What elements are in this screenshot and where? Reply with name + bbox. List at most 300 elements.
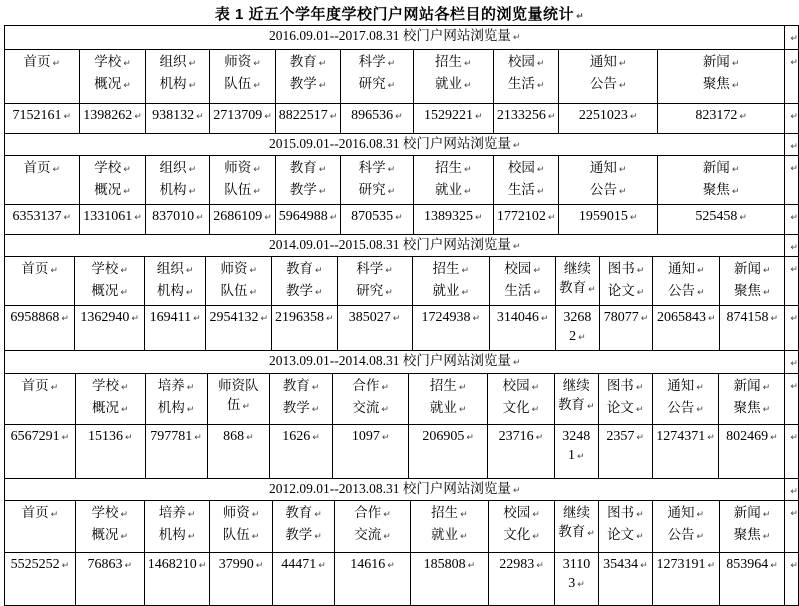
value-line: 2 ↵ (569, 329, 586, 344)
paragraph-mark: ↵ (587, 529, 595, 539)
row-end-mark (785, 479, 799, 501)
header-line: 通知 ↵ (667, 261, 705, 276)
value-line: 1 ↵ (567, 448, 585, 463)
table-caption (0, 0, 799, 25)
header-line: 就业 ↵ (432, 283, 470, 298)
header-line: 继续 (563, 505, 591, 520)
paragraph-mark: ↵ (618, 187, 627, 197)
paragraph-mark: ↵ (636, 433, 644, 443)
header-line: 队伍 ↵ (224, 182, 261, 197)
column-header (272, 257, 338, 306)
paragraph-mark: ↵ (186, 383, 195, 393)
paragraph-mark: ↵ (535, 433, 544, 443)
header-line: 首页 ↵ (21, 505, 59, 520)
value-cell: 1959015 ↵ (559, 205, 657, 235)
value-cell: 7152161 ↵ (5, 104, 80, 134)
row-end-mark (785, 257, 799, 306)
paragraph-mark: ↵ (242, 402, 250, 412)
value-cell: 385027 ↵ (337, 306, 412, 351)
paragraph-mark: ↵ (458, 383, 467, 393)
paragraph-mark: ↵ (770, 433, 778, 443)
table-row (5, 501, 799, 553)
column-header (5, 156, 80, 205)
paragraph-mark: ↵ (318, 187, 327, 197)
paragraph-mark: ↵ (52, 165, 61, 175)
value-cell: 938132 ↵ (146, 104, 210, 134)
paragraph-mark: ↵ (186, 405, 195, 415)
header-line: 教育 ↵ (557, 397, 595, 412)
column-header (657, 50, 785, 104)
value-cell (555, 553, 599, 606)
value-cell: 837010 ↵ (146, 205, 210, 235)
header-line: 招生 ↵ (432, 261, 470, 276)
value-cell: 6958868 ↵ (5, 306, 75, 351)
value-cell: 15136 ↵ (75, 425, 145, 479)
header-line: 科学 ↵ (358, 160, 396, 175)
value-cell: 6567291 ↵ (5, 425, 76, 479)
column-header (144, 501, 210, 553)
paragraph-mark: ↵ (463, 59, 472, 69)
paragraph-mark: ↵ (131, 314, 139, 324)
value-cell: 206905 ↵ (409, 425, 488, 479)
header-line: 首页 ↵ (21, 261, 58, 276)
paragraph-mark: ↵ (253, 187, 261, 197)
header-line: 队伍 ↵ (220, 283, 257, 298)
paragraph-mark: ↵ (696, 288, 705, 298)
header-line: 新闻 ↵ (733, 378, 771, 393)
period-table-4 (4, 478, 799, 606)
paragraph-mark: ↵ (318, 165, 327, 175)
row-end-mark (785, 374, 799, 425)
row-end-mark (785, 50, 799, 104)
table-row (5, 425, 799, 479)
header-line: 校园 ↵ (502, 378, 540, 393)
header-line: 首页 ↵ (23, 160, 61, 175)
header-line: 校园 ↵ (507, 160, 545, 175)
header-line: 学校 ↵ (91, 505, 129, 520)
paragraph-mark: ↵ (61, 433, 70, 443)
column-header (412, 257, 490, 306)
value-cell: 2954132 ↵ (206, 306, 272, 351)
paragraph-mark: ↵ (124, 433, 133, 443)
header-line: 首页 ↵ (21, 378, 59, 393)
paragraph-mark: ↵ (790, 164, 798, 174)
column-header (5, 374, 76, 425)
paragraph-mark: ↵ (461, 266, 470, 276)
header-line: 公告 ↵ (667, 527, 705, 542)
column-header (720, 257, 785, 306)
row-end-mark (785, 351, 799, 374)
paragraph-mark: ↵ (253, 59, 261, 69)
table-row (5, 205, 799, 235)
header-line: 新闻 ↵ (702, 160, 740, 175)
header-line: 就业 ↵ (431, 527, 468, 542)
header-line: 教学 ↵ (286, 283, 323, 298)
row-end-mark (785, 501, 799, 553)
header-line: 论文 ↵ (606, 400, 644, 415)
value-cell: 2686109 ↵ (210, 205, 276, 235)
period-table-3 (4, 350, 799, 479)
header-line: 教育 ↵ (559, 280, 596, 295)
header-line: 公告 ↵ (589, 182, 627, 197)
table-row (5, 374, 799, 425)
value-cell: 1274371 ↵ (652, 425, 719, 479)
paragraph-mark: ↵ (696, 532, 705, 542)
header-line: 组织 ↵ (159, 54, 197, 69)
column-header (270, 374, 333, 425)
paragraph-mark: ↵ (318, 81, 327, 91)
paragraph-mark: ↵ (123, 81, 131, 91)
paragraph-mark: ↵ (731, 187, 740, 197)
paragraph-mark: ↵ (512, 486, 521, 496)
paragraph-mark: ↵ (314, 532, 322, 542)
paragraph-mark: ↵ (770, 314, 779, 324)
value-line: 3110 (562, 557, 591, 572)
paragraph-mark: ↵ (790, 382, 798, 392)
header-line: 生活 ↵ (504, 283, 541, 298)
paragraph-mark: ↵ (467, 561, 476, 571)
value-cell: 14616 ↵ (335, 553, 411, 606)
paragraph-mark: ↵ (314, 510, 322, 520)
paragraph-mark: ↵ (196, 112, 204, 122)
paragraph-mark: ↵ (533, 266, 541, 276)
paragraph-mark: ↵ (381, 433, 390, 443)
paragraph-mark: ↵ (311, 383, 320, 393)
paragraph-mark: ↵ (460, 510, 468, 520)
paragraph-mark: ↵ (790, 142, 798, 152)
value-cell: 1097 ↵ (332, 425, 408, 479)
paragraph-mark: ↵ (636, 266, 645, 276)
header-line: 招生 ↵ (434, 160, 472, 175)
paragraph-mark: ↵ (52, 59, 61, 69)
paragraph-mark: ↵ (790, 433, 798, 443)
period-header: 2013.09.01--2014.08.31 校门户网站浏览量 ↵ (5, 351, 785, 374)
header-line: 教学 ↵ (289, 76, 327, 91)
header-line: 新闻 ↵ (733, 505, 771, 520)
paragraph-mark: ↵ (696, 383, 704, 393)
header-line: 交流 ↵ (354, 527, 391, 542)
period-header: 2016.09.01--2017.08.31 校门户网站浏览量 ↵ (5, 26, 785, 50)
header-line: 学校 ↵ (94, 160, 131, 175)
column-header (210, 156, 276, 205)
header-line: 师资 ↵ (224, 54, 261, 69)
paragraph-mark: ↵ (134, 112, 142, 122)
value-cell (554, 425, 598, 479)
header-line: 队伍 ↵ (222, 527, 260, 542)
paragraph-mark: ↵ (532, 532, 540, 542)
header-line: 就业 ↵ (429, 400, 467, 415)
table-row (5, 257, 799, 306)
paragraph-mark: ↵ (251, 532, 260, 542)
column-header (206, 257, 272, 306)
header-line: 继续 (562, 378, 590, 393)
paragraph-mark: ↵ (249, 266, 257, 276)
paragraph-mark: ↵ (383, 510, 391, 520)
paragraph-mark: ↵ (61, 314, 69, 324)
value-cell: 2133256 ↵ (493, 104, 559, 134)
paragraph-mark: ↵ (188, 59, 197, 69)
paragraph-mark: ↵ (123, 165, 131, 175)
header-line: 图书 ↵ (607, 261, 645, 276)
header-line: 组织 ↵ (156, 261, 194, 276)
paragraph-mark: ↵ (264, 112, 272, 122)
header-line: 伍 ↵ (226, 397, 250, 412)
header-line: 就业 ↵ (434, 76, 472, 91)
header-line: 生活 ↵ (507, 76, 545, 91)
paragraph-mark: ↵ (790, 243, 798, 253)
table-caption-text: 表 1 近五个学年度学校门户网站各栏目的浏览量统计 (214, 6, 575, 23)
header-line: 就业 ↵ (434, 182, 472, 197)
paragraph-mark: ↵ (731, 81, 740, 91)
header-line: 公告 ↵ (589, 76, 627, 91)
paragraph-mark: ↵ (387, 561, 395, 571)
column-header (146, 50, 210, 104)
value-cell: 37990 ↵ (210, 553, 272, 606)
paragraph-mark: ↵ (790, 487, 798, 497)
header-line: 教学 ↵ (289, 182, 327, 197)
paragraph-mark: ↵ (618, 81, 627, 91)
paragraph-mark: ↵ (134, 213, 142, 223)
column-header (210, 50, 276, 104)
header-line: 新闻 ↵ (702, 54, 740, 69)
paragraph-mark: ↵ (588, 285, 596, 295)
paragraph-mark: ↵ (762, 266, 771, 276)
value-cell: 2357 ↵ (598, 425, 652, 479)
header-line: 新闻 ↵ (733, 261, 771, 276)
paragraph-mark: ↵ (120, 288, 128, 298)
paragraph-mark: ↵ (185, 288, 194, 298)
period-table-0 (4, 25, 799, 134)
paragraph-mark: ↵ (193, 314, 201, 324)
value-line: 3 ↵ (568, 576, 585, 591)
paragraph-mark: ↵ (392, 314, 401, 324)
value-cell: 2196358 ↵ (272, 306, 338, 351)
column-header (559, 50, 657, 104)
header-line: 公告 ↵ (667, 283, 705, 298)
paragraph-mark: ↵ (387, 165, 396, 175)
column-header (79, 50, 146, 104)
paragraph-mark: ↵ (790, 213, 798, 223)
paragraph-mark: ↵ (512, 33, 521, 43)
paragraph-mark: ↵ (187, 510, 196, 520)
header-line: 公告 ↵ (667, 400, 704, 415)
column-header (207, 374, 270, 425)
table-row (5, 235, 799, 257)
paragraph-mark: ↵ (120, 510, 129, 520)
column-header (275, 156, 341, 205)
paragraph-mark: ↵ (762, 288, 771, 298)
header-line: 文化 ↵ (502, 400, 540, 415)
header-line: 交流 ↵ (352, 400, 389, 415)
header-line: 聚焦 ↵ (733, 527, 771, 542)
paragraph-mark: ↵ (123, 59, 131, 69)
paragraph-mark: ↵ (194, 433, 202, 443)
table-row (5, 104, 799, 134)
paragraph-mark: ↵ (739, 213, 747, 223)
row-end-mark (785, 26, 799, 50)
value-cell: 874158 ↵ (720, 306, 785, 351)
paragraph-mark: ↵ (255, 561, 264, 571)
header-line: 师资 ↵ (220, 261, 257, 276)
paragraph-mark: ↵ (770, 561, 778, 571)
header-line: 研究 ↵ (358, 182, 396, 197)
paragraph-mark: ↵ (311, 405, 320, 415)
column-header (75, 257, 145, 306)
header-line: 机构 ↵ (159, 76, 197, 91)
value-cell: 35434 ↵ (598, 553, 652, 606)
table-row (5, 306, 799, 351)
table-row (5, 351, 799, 374)
column-header (657, 156, 785, 205)
paragraph-mark: ↵ (387, 81, 396, 91)
header-line: 概况 ↵ (94, 182, 131, 197)
value-cell: 44471 ↵ (272, 553, 334, 606)
header-line: 招生 ↵ (429, 378, 467, 393)
header-line: 师资 ↵ (222, 505, 260, 520)
header-line: 招生 ↵ (434, 54, 472, 69)
value-cell: 1626 ↵ (270, 425, 333, 479)
paragraph-mark: ↵ (463, 165, 472, 175)
column-header (79, 156, 146, 205)
paragraph-mark: ↵ (188, 165, 197, 175)
value-cell: 5964988 ↵ (275, 205, 341, 235)
header-line: 概况 ↵ (91, 283, 128, 298)
value-cell: 314046 ↵ (490, 306, 556, 351)
header-line: 校园 ↵ (504, 261, 541, 276)
paragraph-mark: ↵ (318, 561, 326, 571)
value-cell (556, 306, 600, 351)
column-header (5, 257, 75, 306)
value-cell: 169411 ↵ (144, 306, 206, 351)
column-header (652, 501, 719, 553)
paragraph-mark: ↵ (696, 405, 704, 415)
value-cell: 1362940 ↵ (75, 306, 145, 351)
header-line: 学校 ↵ (91, 261, 128, 276)
paragraph-mark: ↵ (187, 532, 196, 542)
header-line: 教育 ↵ (282, 378, 320, 393)
paragraph-mark: ↵ (576, 452, 585, 462)
paragraph-mark: ↵ (731, 165, 740, 175)
paragraph-mark: ↵ (188, 187, 197, 197)
paragraph-mark: ↵ (387, 59, 396, 69)
paragraph-mark: ↵ (762, 405, 771, 415)
value-cell: 78077 ↵ (599, 306, 653, 351)
column-header (493, 156, 559, 205)
header-line: 科学 ↵ (356, 261, 393, 276)
paragraph-mark: ↵ (123, 187, 131, 197)
period-table-2 (4, 234, 799, 351)
column-header (652, 374, 719, 425)
header-line: 概况 ↵ (91, 400, 129, 415)
header-line: 培养 ↵ (157, 378, 195, 393)
header-line: 通知 ↵ (667, 378, 704, 393)
header-line: 校园 ↵ (503, 505, 540, 520)
value-cell: 6353137 ↵ (5, 205, 80, 235)
paragraph-mark: ↵ (696, 266, 705, 276)
paragraph-mark: ↵ (707, 561, 716, 571)
paragraph-mark: ↵ (63, 112, 72, 122)
paragraph-mark: ↵ (196, 213, 204, 223)
value-cell: 1331061 ↵ (79, 205, 146, 235)
value-cell: 823172 ↵ (657, 104, 785, 134)
header-line: 教育 ↵ (558, 524, 595, 539)
header-line: 文化 ↵ (503, 527, 540, 542)
column-header (341, 50, 413, 104)
paragraph-mark: ↵ (540, 314, 549, 324)
value-line: 3248 (562, 429, 591, 444)
paragraph-mark: ↵ (762, 383, 771, 393)
header-line: 聚焦 ↵ (702, 76, 740, 91)
paragraph-mark: ↵ (381, 405, 389, 415)
paragraph-mark: ↵ (63, 213, 72, 223)
header-line: 图书 ↵ (607, 505, 644, 520)
paragraph-mark: ↵ (707, 314, 716, 324)
paragraph-mark: ↵ (532, 510, 540, 520)
paragraph-mark: ↵ (536, 165, 545, 175)
paragraph-mark: ↵ (329, 112, 338, 122)
paragraph-mark: ↵ (762, 510, 771, 520)
paragraph-mark: ↵ (385, 266, 393, 276)
column-header (409, 374, 488, 425)
column-header (555, 501, 599, 553)
paragraph-mark: ↵ (635, 383, 644, 393)
paragraph-mark: ↵ (636, 510, 644, 520)
header-line: 聚焦 ↵ (733, 400, 771, 415)
header-line: 概况 ↵ (91, 527, 129, 542)
header-line: 聚焦 ↵ (733, 283, 771, 298)
value-cell: 185808 ↵ (410, 553, 488, 606)
header-line: 机构 ↵ (157, 400, 195, 415)
paragraph-mark: ↵ (790, 34, 798, 44)
value-cell: 22983 ↵ (488, 553, 554, 606)
paragraph-mark: ↵ (315, 266, 323, 276)
period-header: 2012.09.01--2013.08.31 校门户网站浏览量 ↵ (5, 479, 785, 501)
column-header (413, 50, 493, 104)
value-cell: 525458 ↵ (657, 205, 785, 235)
paragraph-mark: ↵ (50, 383, 59, 393)
row-end-mark (785, 104, 799, 134)
column-header (488, 374, 555, 425)
row-end-mark (785, 134, 799, 156)
header-line: 校园 ↵ (507, 54, 545, 69)
header-line: 教育 ↵ (289, 54, 327, 69)
paragraph-mark: ↵ (547, 213, 556, 223)
header-line: 教育 ↵ (289, 160, 327, 175)
period-header: 2015.09.01--2016.08.31 校门户网站浏览量 ↵ (5, 134, 785, 156)
paragraph-mark: ↵ (635, 405, 644, 415)
paragraph-mark: ↵ (547, 112, 556, 122)
value-cell: 2713709 ↵ (210, 104, 276, 134)
paragraph-mark: ↵ (790, 561, 798, 571)
column-header (272, 501, 334, 553)
header-line: 学校 ↵ (94, 54, 131, 69)
row-end-mark (785, 425, 799, 479)
paragraph-mark: ↵ (739, 112, 747, 122)
header-line: 生活 ↵ (507, 182, 545, 197)
paragraph-mark: ↵ (395, 213, 403, 223)
paragraph-mark: ↵ (640, 314, 649, 324)
value-cell: 896536 ↵ (341, 104, 413, 134)
table-row (5, 26, 799, 50)
value-cell: 1273191 ↵ (652, 553, 719, 606)
table-row (5, 134, 799, 156)
paragraph-mark: ↵ (536, 81, 545, 91)
table-row (5, 553, 799, 606)
paragraph-mark: ↵ (629, 112, 638, 122)
column-header (144, 257, 206, 306)
paragraph-mark: ↵ (253, 165, 261, 175)
paragraph-mark: ↵ (329, 213, 338, 223)
